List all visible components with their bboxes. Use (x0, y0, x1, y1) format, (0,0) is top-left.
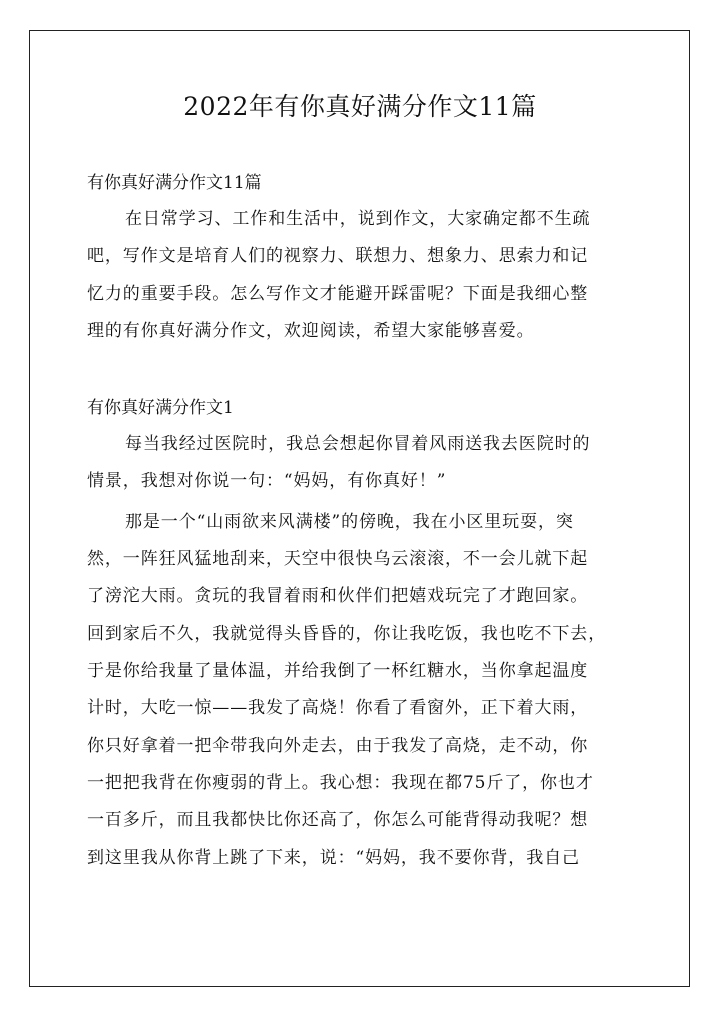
intro-heading: 有你真好满分作文11篇 (87, 173, 262, 193)
intro-line: 理的有你真好满分作文，欢迎阅读，希望大家能够喜爱。 (87, 321, 535, 341)
essay1-line: 一百多斤，而且我都快比你还高了，你怎么可能背得动我呢？想 (87, 810, 589, 830)
essay1-line: 每当我经过医院时，我总会想起你冒着风雨送我去医院时的 (125, 434, 591, 454)
essay1-line: 那是一个“山雨欲来风满楼”的傍晚，我在小区里玩耍，突 (125, 512, 574, 532)
essay1-line: 计时，大吃一惊——我发了高烧！你看了看窗外，正下着大雨， (87, 698, 589, 718)
essay1-heading: 有你真好满分作文1 (87, 398, 234, 418)
essay1-line: 情景，我想对你说一句：“妈妈，有你真好！” (87, 471, 447, 491)
intro-line: 在日常学习、工作和生活中，说到作文，大家确定都不生疏 (125, 209, 591, 229)
essay1-line: 然，一阵狂风猛地刮来，天空中很快乌云滚滚，不一会儿就下起 (87, 549, 589, 569)
intro-line: 吧，写作文是培育人们的视察力、联想力、想象力、思索力和记 (87, 246, 589, 266)
essay1-line: 回到家后不久，我就觉得头昏昏的，你让我吃饭，我也吃不下去， (87, 624, 607, 644)
essay1-line: 你只好拿着一把伞带我向外走去，由于我发了高烧，走不动，你 (87, 736, 589, 756)
document-title: 2022年有你真好满分作文11篇 (183, 92, 537, 121)
essay1-line: 了滂沱大雨。贪玩的我冒着雨和伙伴们把嬉戏玩完了才跑回家。 (87, 586, 589, 606)
essay1-line: 到这里我从你背上跳了下来，说：“妈妈，我不要你背，我自己 (87, 848, 580, 868)
essay1-line: 一把把我背在你瘦弱的背上。我心想：我现在都75斤了，你也才 (87, 773, 594, 793)
essay1-line: 于是你给我量了量体温，并给我倒了一杯红糖水，当你拿起温度 (87, 661, 589, 681)
intro-line: 忆力的重要手段。怎么写作文才能避开踩雷呢？下面是我细心整 (87, 284, 589, 304)
